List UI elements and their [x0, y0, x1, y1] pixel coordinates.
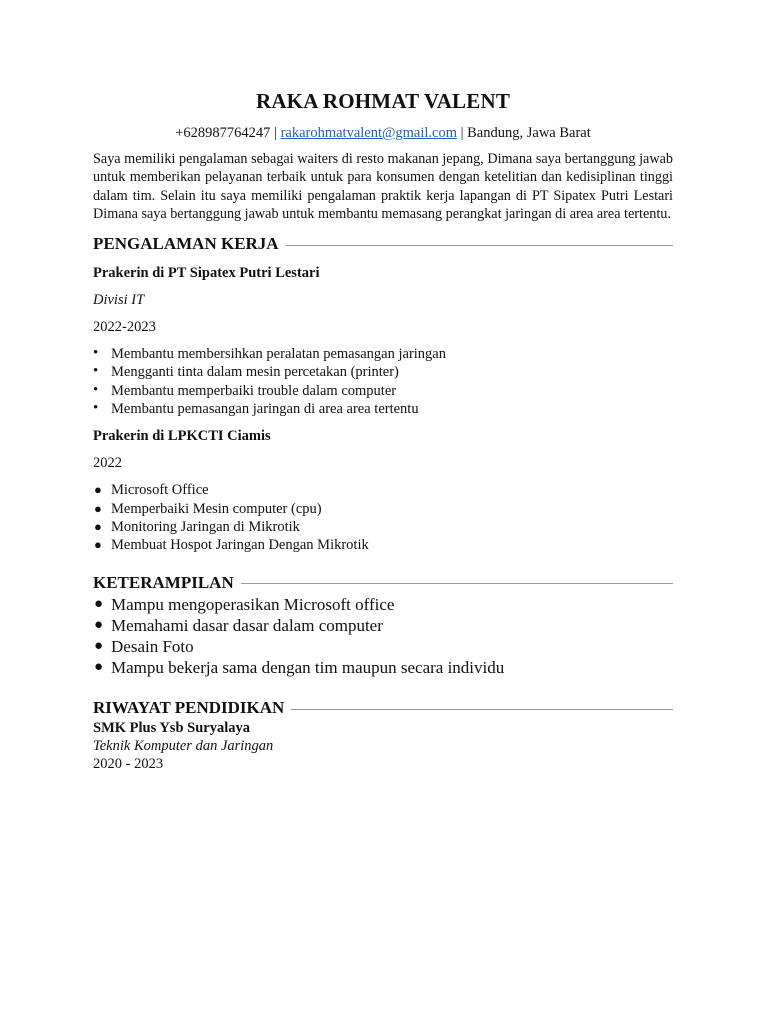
- school-major: Teknik Komputer dan Jaringan: [93, 738, 274, 755]
- section-divider: [291, 709, 673, 710]
- bullet-icon: ●: [94, 500, 102, 516]
- job-title: Prakerin di PT Sipatex Putri Lestari: [93, 265, 320, 282]
- list-item-text: Mengganti tinta dalam mesin percetakan (printer): [111, 364, 399, 381]
- bullet-icon: ●: [94, 616, 104, 633]
- list-item-text: Memahami dasar dasar dalam computer: [111, 615, 383, 635]
- list-item-text: Membantu membersihkan peralatan pemasangan jaringan: [111, 346, 446, 363]
- list-item-text: Mampu bekerja sama dengan tim maupun secara individu: [111, 658, 505, 678]
- contact-phone: +628987764247: [175, 125, 271, 141]
- section-title: PENGALAMAN KERJA: [93, 234, 279, 254]
- bullet-icon: •: [93, 381, 99, 398]
- contact-separator: |: [270, 125, 281, 141]
- contact-email-link[interactable]: rakarohmatvalent@gmail.com: [280, 125, 457, 141]
- section-divider: [241, 583, 673, 584]
- list-item-text: Desain Foto: [111, 636, 194, 656]
- section-divider: [286, 245, 673, 246]
- list-item: [93, 500, 673, 518]
- list-item: [93, 615, 673, 636]
- list-item: [93, 382, 673, 400]
- job-title: Prakerin di LPKCTI Ciamis: [93, 428, 271, 445]
- list-item-text: Membantu pemasangan jaringan di area area tertentu: [111, 401, 419, 418]
- job-bullet-list: [93, 345, 673, 418]
- list-item: [93, 536, 673, 554]
- list-item-text: Microsoft Office: [111, 482, 209, 499]
- school-name: SMK Plus Ysb Suryalaya: [93, 720, 250, 737]
- bullet-icon: •: [93, 400, 99, 417]
- section-heading-experience: [93, 233, 673, 255]
- list-item: [93, 636, 673, 657]
- bullet-icon: •: [93, 345, 99, 362]
- list-item-text: Mampu mengoperasikan Microsoft office: [111, 594, 395, 614]
- contact-separator: |: [456, 125, 468, 141]
- job-division: Divisi IT: [93, 292, 145, 309]
- profile-summary: Saya memiliki pengalaman sebagai waiters di resto makanan jepang, Dimana saya bertanggung jawab untuk memberikan pelayanan terbaik untuk para konsumen dengan ketelitian dan kedisiplinan tinggi dalam tim. Selain itu saya memiliki pengalaman praktik kerja lapangan di PT Sipatex Putri Lestari Dimana saya bertanggung jawab untuk membantu memasang perangkat jaringan di area area tertentu.: [93, 151, 673, 222]
- resume-name: RAKA ROHMAT VALENT: [255, 89, 511, 113]
- bullet-icon: ●: [94, 482, 102, 498]
- job-bullet-list: [93, 481, 673, 554]
- section-heading-education: [93, 697, 673, 719]
- bullet-icon: ●: [94, 595, 104, 612]
- list-item-text: Memperbaiki Mesin computer (cpu): [111, 500, 322, 517]
- bullet-icon: •: [93, 363, 99, 380]
- list-item: [93, 594, 673, 615]
- bullet-icon: ●: [94, 637, 104, 654]
- list-item: [93, 518, 673, 536]
- section-heading-skills: [93, 572, 673, 594]
- list-item: [93, 400, 673, 418]
- list-item-text: Monitoring Jaringan di Mikrotik: [111, 518, 300, 535]
- job-period: 2022: [93, 455, 122, 472]
- school-period: 2020 - 2023: [93, 756, 164, 773]
- list-item-text: Membuat Hospot Jaringan Dengan Mikrotik: [111, 537, 369, 554]
- list-item: [93, 345, 673, 363]
- bullet-icon: ●: [94, 537, 102, 553]
- contact-location: Bandung, Jawa Barat: [467, 125, 591, 141]
- section-title: RIWAYAT PENDIDIKAN: [93, 698, 285, 718]
- section-title: KETERAMPILAN: [93, 572, 234, 592]
- list-item: [93, 657, 673, 678]
- list-item: [93, 481, 673, 499]
- job-period: 2022-2023: [93, 319, 156, 336]
- bullet-icon: ●: [94, 659, 104, 676]
- resume-content: [93, 88, 673, 773]
- list-item-text: Membantu memperbaiki trouble dalam computer: [111, 382, 397, 399]
- list-item: [93, 363, 673, 381]
- skills-list: [93, 594, 673, 679]
- bullet-icon: ●: [94, 518, 102, 534]
- contact-line: [93, 124, 673, 142]
